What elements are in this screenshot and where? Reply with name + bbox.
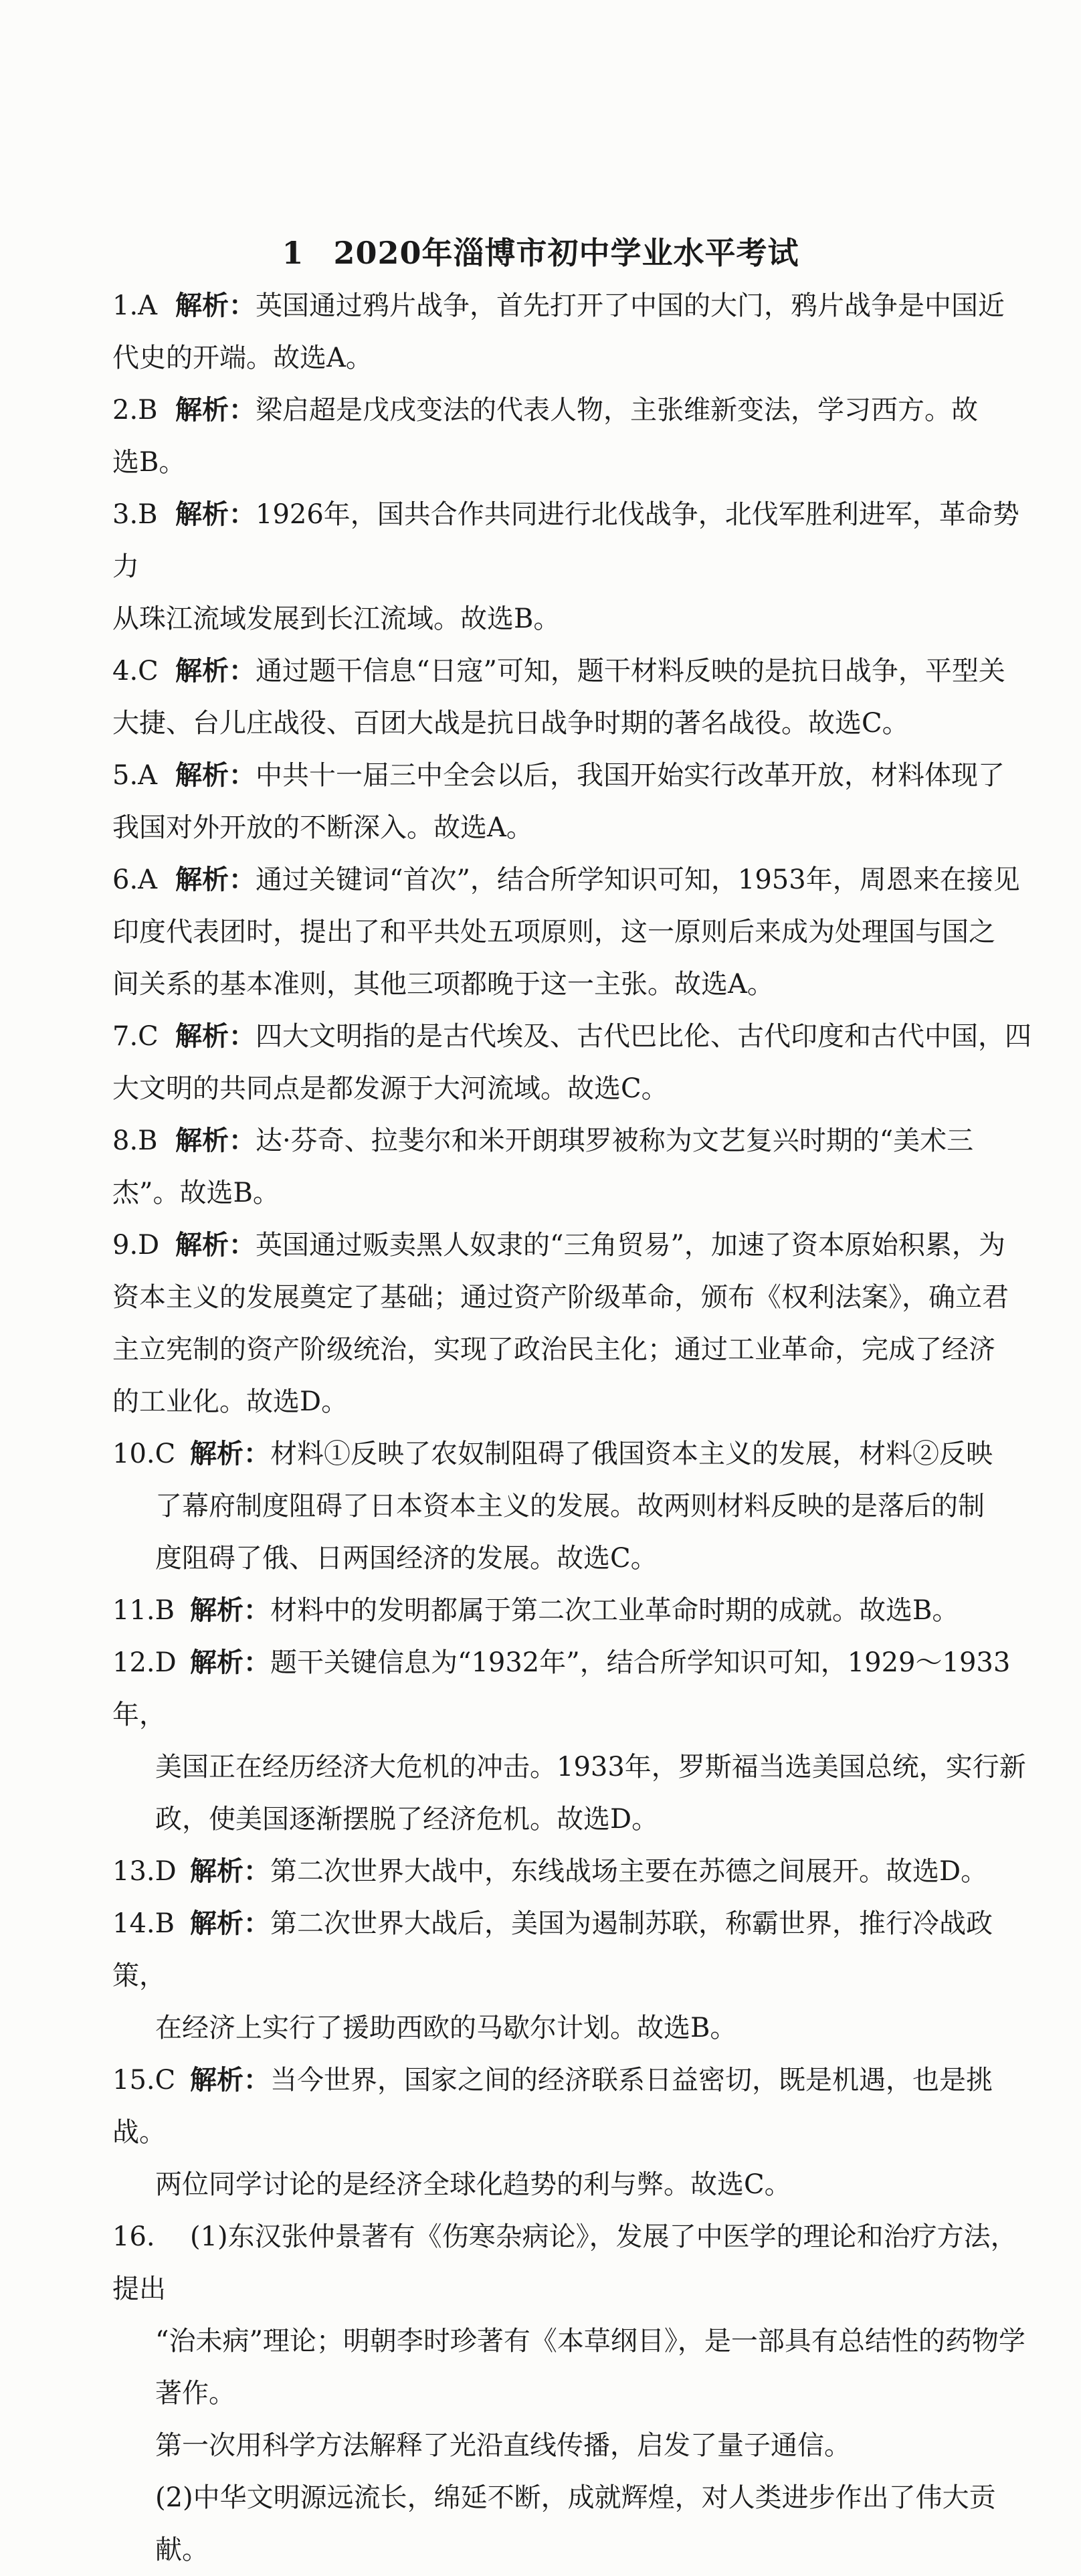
analysis-label: 解析：	[175, 394, 256, 426]
answer-text: 选B。	[112, 447, 186, 478]
answer-text: 梁启超是戊戌变法的代表人物，主张维新变法，学习西方。故	[256, 395, 978, 426]
answer-text: 资本主义的发展奠定了基础；通过资产阶级革命，颁布《权利法案》，确立君	[112, 1282, 1009, 1313]
analysis-label: 解析：	[175, 1229, 256, 1261]
answer-text: 杰”。故选B。	[112, 1178, 280, 1208]
answer-number: 9.D	[112, 1230, 160, 1261]
answer-number: 11.B	[112, 1595, 175, 1626]
analysis-label: 解析：	[190, 1647, 270, 1678]
answer-number: 1.A	[112, 290, 158, 321]
answer-text: 从珠江流域发展到长江流域。故选B。	[112, 604, 561, 634]
answer-number: 4.C	[112, 656, 159, 686]
answer-text: 了幕府制度阻碍了日本资本主义的发展。故两则材料反映的是落后的制	[155, 1491, 985, 1522]
answer-item	[112, 1010, 1042, 1115]
answer-text: 美国正在经历经济大危机的冲击。1933年，罗斯福当选美国总统，实行新	[155, 1752, 1026, 1782]
answer-text: 代史的开端。故选A。	[112, 343, 373, 373]
answer-text: 英国通过贩卖黑人奴隶的“三角贸易”，加速了资本原始积累，为	[256, 1230, 1005, 1261]
answer-text: 著作。	[155, 2378, 235, 2409]
answer-text: 印度代表团时，提出了和平共处五项原则，这一原则后来成为处理国与国之	[112, 917, 995, 947]
answer-text: 材料中的发明都属于第二次工业革命时期的成就。故选B。	[270, 1595, 959, 1626]
answer-item	[112, 645, 1042, 749]
answer-text: (2)中华文明源远流长，绵延不断，成就辉煌，对人类进步作出了伟大贡献。	[155, 2482, 996, 2565]
answer-item	[112, 1898, 1042, 2054]
answer-text: 第二次世界大战中，东线战场主要在苏德之间展开。故选D。	[270, 1856, 988, 1887]
answer-text: 间关系的基本准则，其他三项都晚于这一主张。故选A。	[112, 969, 774, 1000]
answer-item	[112, 1219, 1042, 1428]
answer-text: 的工业化。故选D。	[112, 1386, 349, 1417]
answer-text: (1)东汉张仲景著有《伤寒杂病论》，发展了中医学的理论和治疗方法，提出	[112, 2221, 1017, 2304]
answer-text: 大文明的共同点是都发源于大河流域。故选C。	[112, 1073, 668, 1104]
answer-number: 8.B	[112, 1125, 158, 1156]
answer-text: 四大文明指的是古代埃及、古代巴比伦、古代印度和古代中国，四	[256, 1021, 1031, 1052]
analysis-label: 解析：	[175, 1020, 256, 1052]
answer-item-16	[112, 2211, 1042, 2576]
answer-number: 14.B	[112, 1908, 175, 1939]
answer-text: 我国对外开放的不断深入。故选A。	[112, 812, 533, 843]
analysis-label: 解析：	[175, 290, 256, 321]
answer-number: 7.C	[112, 1021, 159, 1052]
answer-item	[112, 1428, 1042, 1584]
answer-text: 题干关键信息为“1932年”，结合所学知识可知，1929～1933年，	[112, 1647, 1011, 1730]
answer-item	[112, 488, 1042, 645]
analysis-label: 解析：	[175, 1125, 256, 1156]
answer-text: 通过题干信息“日寇”可知，题干材料反映的是抗日战争，平型关	[256, 656, 1005, 686]
analysis-label: 解析：	[190, 1908, 270, 1939]
answer-item	[112, 2054, 1042, 2211]
answer-text: 在经济上实行了援助西欧的马歇尔计划。故选B。	[155, 2013, 737, 2043]
answer-item	[112, 1584, 1042, 1637]
answer-number: 13.D	[112, 1856, 177, 1887]
answer-text: 两位同学讨论的是经济全球化趋势的利与弊。故选C。	[155, 2169, 791, 2200]
answer-item	[112, 1637, 1042, 1845]
answer-number: 2.B	[112, 395, 158, 426]
answer-text: 大捷、台儿庄战役、百团大战是抗日战争时期的著名战役。故选C。	[112, 708, 909, 739]
answer-text: 通过关键词“首次”，结合所学知识可知，1953年，周恩来在接见	[256, 864, 1020, 895]
answer-text: 政，使美国逐渐摆脱了经济危机。故选D。	[155, 1804, 659, 1835]
answer-item	[112, 1115, 1042, 1219]
answer-number: 16.	[112, 2221, 155, 2252]
answer-text: 中共十一届三中全会以后，我国开始实行改革开放，材料体现了	[256, 760, 1005, 791]
answer-item	[112, 749, 1042, 854]
answer-list	[112, 280, 1042, 2576]
answer-number: 5.A	[112, 760, 158, 791]
answer-text: 材料①反映了农奴制阻碍了俄国资本主义的发展，材料②反映	[270, 1439, 993, 1469]
answer-number: 15.C	[112, 2065, 176, 2096]
answer-number: 6.A	[112, 864, 158, 895]
analysis-label: 解析：	[175, 655, 256, 686]
answer-item	[112, 280, 1042, 384]
analysis-label: 解析：	[175, 759, 256, 791]
answer-text: 度阻碍了俄、日两国经济的发展。故选C。	[155, 1543, 658, 1574]
analysis-label: 解析：	[175, 864, 256, 895]
section-heading: 2020年淄博市初中学业水平考试	[333, 235, 799, 271]
analysis-label: 解析：	[190, 2064, 270, 2096]
analysis-label: 解析：	[175, 498, 256, 530]
answer-text: 第二次世界大战后，美国为遏制苏联，称霸世界，推行冷战政策，	[112, 1908, 993, 1991]
answer-item	[112, 854, 1042, 1010]
answer-text: 当今世界，国家之间的经济联系日益密切，既是机遇，也是挑战。	[112, 2065, 993, 2148]
answer-text: 主立宪制的资产阶级统治，实现了政治民主化；通过工业革命，完成了经济	[112, 1334, 995, 1365]
answer-text: 达·芬奇、拉斐尔和米开朗琪罗被称为文艺复兴时期的“美术三	[256, 1125, 974, 1156]
answer-item	[112, 384, 1042, 488]
section-number: 1	[282, 235, 304, 271]
answer-text: 第一次用科学方法解释了光沿直线传播，启发了量子通信。	[155, 2430, 851, 2461]
answer-item	[112, 1845, 1042, 1898]
answer-number: 10.C	[112, 1439, 176, 1469]
analysis-label: 解析：	[190, 1438, 270, 1469]
section-title	[0, 229, 1081, 273]
answer-number: 12.D	[112, 1647, 177, 1678]
analysis-label: 解析：	[190, 1594, 270, 1626]
answer-text: 1926年，国共合作共同进行北伐战争，北伐军胜利进军，革命势力	[112, 499, 1019, 582]
answer-text: “治未病”理论；明朝李时珍著有《本草纲目》，是一部具有总结性的药物学	[155, 2326, 1025, 2357]
answer-number: 3.B	[112, 499, 158, 530]
answer-text: 英国通过鸦片战争，首先打开了中国的大门，鸦片战争是中国近	[256, 290, 1005, 321]
analysis-label: 解析：	[190, 1855, 270, 1887]
